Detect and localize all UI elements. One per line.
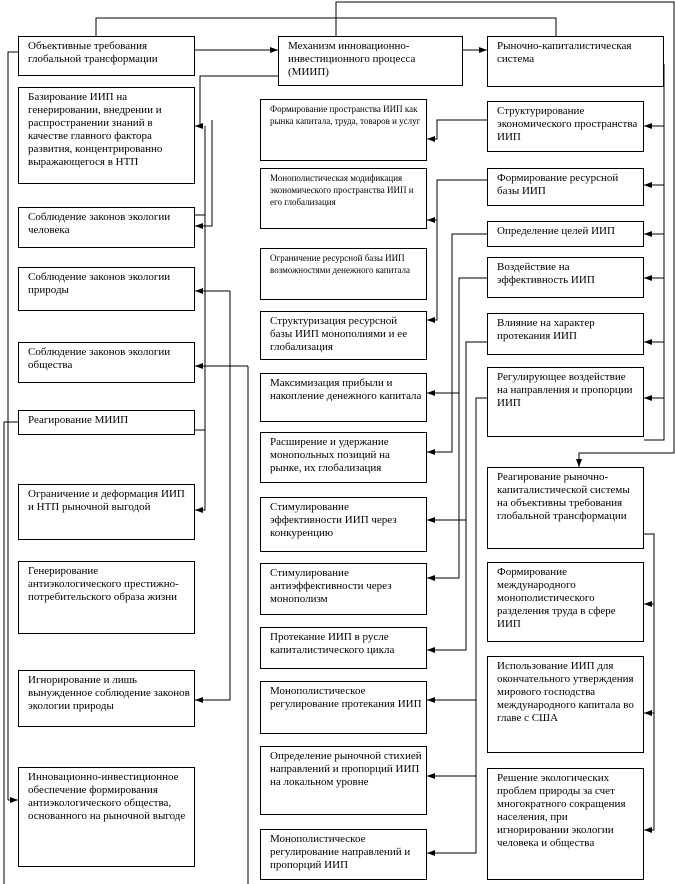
left-box-2: Соблюдение законов экологии человека [18, 207, 195, 248]
connector-line [195, 126, 205, 215]
connector-line [4, 422, 18, 884]
right-box-8: Формирование международного монополистического разделения труда в сфере ИИП [487, 562, 644, 642]
left-top-box: Объективные требования глобальной трансформации [18, 36, 195, 76]
connector-line [195, 120, 212, 226]
connector-line [8, 52, 18, 800]
center-top-box: Механизм инновационно-инвестиционного процесса (МИИП) [278, 36, 463, 86]
center-box-4: Структуризация ресурсной базы ИИП монополиями и ее глобализация [260, 311, 427, 360]
connector-line [427, 700, 476, 776]
right-box-6: Регулирующее воздействие на направления и пропорции ИИП [487, 367, 644, 437]
right-box-3: Определение целей ИИП [487, 221, 644, 247]
center-box-3: Ограничение ресурсной базы ИИП возможностями денежного капитала [260, 248, 427, 300]
center-box-5: Максимизация прибыли и накопление денежного капитала [260, 373, 427, 422]
center-box-2: Монополистическая модификация экономического пространства ИИП и его глобализация [260, 168, 427, 229]
connector-line [427, 180, 487, 320]
right-box-10: Решение экологических проблем природы за счет многократного сокращения населения, при игнорировании экологии человека и общества [487, 768, 644, 880]
left-box-3: Соблюдение законов экологии природы [18, 267, 195, 311]
center-box-6: Расширение и удержание монопольных позиций на рынке, их глобализация [260, 432, 427, 483]
center-box-1: Формирование пространства ИИП как рынка капитала, труда, товаров и услуг [260, 99, 427, 161]
right-box-2: Формирование ресурсной базы ИИП [487, 168, 644, 206]
connector-line [427, 278, 487, 578]
center-box-7: Стимулирование эффективности ИИП через конкуренцию [260, 497, 427, 552]
center-box-12: Монополистическое регулирование направлений и пропорций ИИП [260, 829, 427, 880]
connector-line [427, 398, 487, 700]
right-box-5: Влияние на характер протекания ИИП [487, 313, 644, 355]
center-box-10: Монополистическое регулирование протекания ИИП [260, 681, 427, 734]
connector-line [96, 18, 556, 36]
right-box-4: Воздействие на эффективность ИИП [487, 257, 644, 298]
left-box-8: Игнорирование и лишь вынужденное соблюдение законов экологии природы [18, 670, 195, 727]
connector-line [195, 291, 230, 700]
connector-line [427, 342, 487, 650]
right-box-1: Структурирование экономического пространства ИИП [487, 101, 644, 152]
left-box-7: Генерирование антиэкологического престижно-потребительского образа жизни [18, 561, 195, 634]
connector-line [427, 342, 487, 520]
connector-line [427, 120, 487, 139]
left-box-5: Реагирование МИИП [18, 410, 195, 435]
left-box-4: Соблюдение законов экологии общества [18, 342, 195, 383]
right-top-box: Рыночно-капиталистическая система [487, 36, 664, 87]
left-box-1: Базирование ИИП на генерировании, внедрении и распространении знаний в качестве главного фактора развития, концентрированно выражающегося в НТП [18, 87, 195, 184]
center-box-8: Стимулирование антиэффективности через монополизм [260, 563, 427, 615]
connector-line [195, 215, 205, 510]
connector-line [644, 64, 664, 440]
connector-line [427, 234, 487, 452]
center-box-11: Определение рыночной стихией направлений и пропорций ИИП на локальном уровне [260, 746, 427, 815]
connector-line [644, 534, 654, 830]
connector-line [427, 776, 476, 853]
left-box-6: Ограничение и деформация ИИП и НТП рыночной выгодой [18, 484, 195, 540]
right-box-7: Реагирование рыночно-капиталистической системы на объективны требования глобальной трансформации [487, 467, 644, 549]
left-box-9: Инновационно-инвестиционное обеспечение формирования антиэкологического общества, основанного на рыночной выгоде [18, 767, 195, 867]
right-box-9: Использование ИИП для окончательного утверждения мирового господства международного капитала во главе с США [487, 656, 644, 753]
connector-line [427, 278, 487, 393]
connector-line [427, 180, 487, 220]
center-box-9: Протекание ИИП в русле капиталистического цикла [260, 627, 427, 669]
